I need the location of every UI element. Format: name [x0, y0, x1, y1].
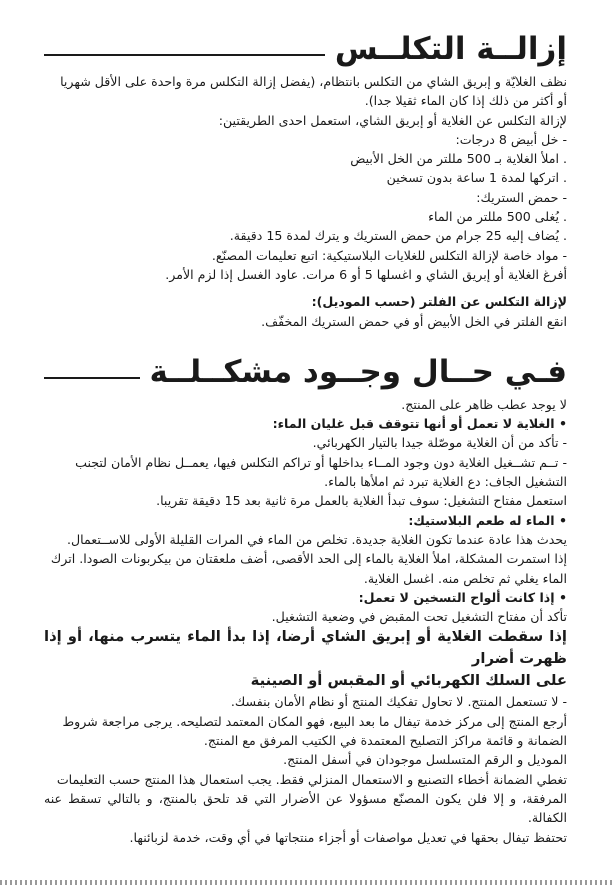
- damage-line: تحتفظ تيفال بحقها في تعديل مواصفات أو أجزاء منتجاتها في أي وقت، خدمة لزبائنها.: [129, 829, 567, 845]
- descaling-line: نظف الغلايّة و إبريق الشاي من التكلس بانتظام، (يفضل إزالة التكلس مرة واحدة على الأقل شهريا: [60, 74, 567, 89]
- damage-line: المرفقة، و إلا فلن يكون المصنّع مسؤولا عن الأضرار التي قد تلحق بالمنتج، و بالتالي تسقط عنه الكفالة.: [44, 790, 567, 826]
- problem-line: - تــم تشــغيل الغلاية دون وجود المــاء بداخلها أو تراكم التكلس فيها، يعمــل نظام الأمان لتجنب: [75, 454, 567, 470]
- troubleshooting-body: [44, 395, 567, 847]
- problem-heading: • إذا كانت ألواح التسخين لا تعمل:: [358, 589, 567, 605]
- title-rule: [44, 54, 325, 56]
- descaling-body: [44, 72, 567, 331]
- damage-line: تغطي الضمانة أخطاء التصنيع و الاستعمال المنزلي فقط. يجب استعمال هذا المنتج حسب التعليمات: [56, 771, 567, 787]
- descaling-line: أفرغ الغلاية أو إبريق الشاي و اغسلها 5 أو 6 مرات. عاود الغسل إذا لزم الأمر.: [165, 266, 567, 282]
- problem-line: - تأكد من أن الغلاية موصّلة جيدا بالتيار الكهربائي.: [312, 435, 567, 451]
- damage-line: أرجع المنتج إلى مركز خدمة تيفال ما بعد البيع، فهو المكان المعتمد لتصليحه. يرجى مراجعة شروط: [62, 713, 567, 729]
- descaling-line: لإزالة التكلس عن الغلاية أو إبريق الشاي، استعمل احدى الطريقتين:: [218, 112, 567, 128]
- descaling-line: . يُغلى 500 مللتر من الماء: [428, 209, 567, 225]
- section-troubleshooting-title: فـي حــال وجــود مشكــلــة: [149, 353, 567, 390]
- section-descaling-header: [44, 26, 567, 72]
- problem-line: استعمل مفتاح التشغيل: سوف تبدأ الغلاية بالعمل مرة ثانية بعد 15 دقيقة تقريبا.: [156, 493, 567, 509]
- problem-heading: • الغلاية لا تعمل أو أنها تتوقف قبل غليان الماء:: [272, 416, 567, 432]
- problem-heading: • الماء له طعم البلاستيك:: [408, 512, 567, 528]
- damage-heading: إذا سقطت الغلاية أو إبريق الشاي أرضا، إذا بدأ الماء يتسرب منها، أو إذا ظهرت أضرار: [44, 628, 567, 668]
- descaling-line: . املأ الغلاية بـ 500 مللتر من الخل الأبيض: [350, 151, 567, 167]
- section-troubleshooting-header: [44, 349, 567, 395]
- troubleshooting-intro: لا يوجد عطب ظاهر على المنتج.: [401, 396, 567, 412]
- damage-line: الضمانة و قائمة مراكز التصليح المعتمدة في الكتيب المرفق مع المنتج.: [203, 733, 567, 749]
- section-descaling-title: إزالــة التكلــس: [334, 31, 567, 67]
- damage-line: - لا تستعمل المنتج. لا تحاول تفكيك المنتج أو نظام الأمان بنفسك.: [230, 694, 567, 710]
- page-bottom-dotted-rule: [0, 880, 613, 885]
- title-rule: [44, 377, 140, 379]
- descaling-line: - خل أبيض 8 درجات:: [455, 131, 567, 147]
- problem-line: تأكد أن مفتاح التشغيل تحت المقبض في وضعية التشغيل.: [271, 609, 567, 625]
- filter-heading: لإزالة التكلس عن الفلتر (حسب الموديل):: [311, 294, 567, 310]
- problem-line: إذا استمرت المشكلة، املأ الغلاية بالماء إلى الحد الأقصى، أضف ملعقتان من بيكربونات الصودا. اترك: [50, 551, 567, 567]
- descaling-line: - حمض الستريك:: [476, 189, 567, 205]
- descaling-line: أو أكثر من ذلك إذا كان الماء ثقيلا جدا).: [364, 93, 567, 109]
- problem-line: التشغيل الجاف: دع الغلاية تبرد ثم املأها بالماء.: [324, 474, 567, 490]
- descaling-line: . يُضاف إليه 25 جرام من حمض الستريك و يترك لمدة 15 دقيقة.: [229, 228, 567, 244]
- descaling-line: . اتركها لمدة 1 ساعة بدون تسخين: [386, 170, 567, 186]
- descaling-line: - مواد خاصة لإزالة التكلس للغلايات البلاستيكية: اتبع تعليمات المصنّع.: [211, 247, 567, 263]
- filter-text: انقع الفلتر في الخل الأبيض أو في حمض الستريك المخفّف.: [261, 313, 567, 329]
- damage-heading: على السلك الكهربائي أو المقبس أو الصينية: [250, 672, 567, 690]
- problem-line: يحدث هذا عادة عندما تكون الغلاية جديدة. تخلص من الماء في المرات القليلة الأولى للاســتعمال.: [67, 531, 567, 547]
- problem-line: الماء يغلي ثم تخلص منه. اغسل الغلاية.: [363, 570, 567, 586]
- damage-line: الموديل و الرقم المتسلسل موجودان في أسفل المنتج.: [283, 752, 567, 768]
